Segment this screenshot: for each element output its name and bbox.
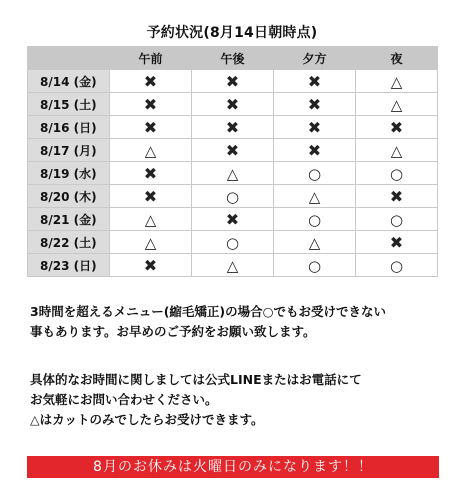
cross-icon: ✖ (225, 94, 240, 114)
triangle-icon: △ (390, 72, 403, 91)
status-cell-evening (274, 162, 356, 185)
status-cell-night (356, 116, 438, 139)
status-cell-morning (110, 254, 192, 277)
triangle-icon: △ (390, 95, 403, 114)
circle-icon: ○ (307, 210, 322, 229)
status-cell-evening (274, 116, 356, 139)
table-row (28, 208, 438, 231)
triangle-icon: △ (144, 141, 157, 160)
note-line: お気軽にお問い合わせください。 (30, 392, 218, 407)
header-corner (28, 47, 110, 70)
cross-icon: ✖ (389, 117, 404, 137)
status-cell-morning (110, 70, 192, 93)
status-cell-afternoon (192, 70, 274, 93)
cross-icon: ✖ (143, 186, 158, 206)
status-cell-morning (110, 208, 192, 231)
circle-icon: ○ (307, 164, 322, 183)
table-row (28, 185, 438, 208)
cross-icon: ✖ (307, 117, 322, 137)
circle-icon: ○ (389, 210, 404, 229)
cross-icon: ✖ (143, 255, 158, 275)
cross-icon: ✖ (225, 117, 240, 137)
date-cell: 8/19 (水) (28, 162, 110, 185)
status-cell-evening (274, 70, 356, 93)
table-row (28, 93, 438, 116)
status-cell-evening (274, 139, 356, 162)
status-cell-afternoon (192, 162, 274, 185)
status-cell-night (356, 139, 438, 162)
cross-icon: ✖ (307, 71, 322, 91)
cross-icon: ✖ (389, 186, 404, 206)
header-evening: 夕方 (274, 47, 356, 70)
status-cell-afternoon (192, 208, 274, 231)
status-cell-night (356, 231, 438, 254)
note-line: 具体的なお時間に関しましては公式LINEまたはお電話にて (30, 372, 362, 387)
triangle-icon: △ (226, 256, 239, 275)
circle-icon: ○ (389, 256, 404, 275)
cross-icon: ✖ (225, 209, 240, 229)
reservation-table (27, 46, 438, 277)
cross-icon: ✖ (143, 163, 158, 183)
table-row (28, 162, 438, 185)
triangle-icon: △ (144, 210, 157, 229)
status-cell-evening (274, 208, 356, 231)
circle-icon: ○ (389, 164, 404, 183)
status-cell-night (356, 93, 438, 116)
circle-icon: ○ (225, 187, 240, 206)
date-cell: 8/15 (土) (28, 93, 110, 116)
date-cell: 8/23 (日) (28, 254, 110, 277)
note-paragraph-1 (30, 302, 450, 342)
header-afternoon: 午後 (192, 47, 274, 70)
date-cell: 8/14 (金) (28, 70, 110, 93)
status-cell-afternoon (192, 139, 274, 162)
note-paragraph-2 (30, 370, 450, 430)
status-cell-morning (110, 231, 192, 254)
table-row (28, 139, 438, 162)
status-cell-night (356, 185, 438, 208)
status-cell-night (356, 162, 438, 185)
cross-icon: ✖ (307, 94, 322, 114)
header-morning: 午前 (110, 47, 192, 70)
status-cell-afternoon (192, 185, 274, 208)
status-cell-afternoon (192, 116, 274, 139)
status-cell-evening (274, 185, 356, 208)
table-row (28, 70, 438, 93)
status-cell-evening (274, 93, 356, 116)
table-header-row (28, 47, 438, 70)
date-cell: 8/20 (木) (28, 185, 110, 208)
triangle-icon: △ (390, 141, 403, 160)
status-cell-morning (110, 116, 192, 139)
cross-icon: ✖ (389, 232, 404, 252)
date-cell: 8/17 (月) (28, 139, 110, 162)
status-cell-morning (110, 162, 192, 185)
table-row (28, 254, 438, 277)
status-cell-evening (274, 254, 356, 277)
cross-icon: ✖ (143, 117, 158, 137)
triangle-icon: △ (308, 233, 321, 252)
note-line: 3時間を超えるメニュー(縮毛矯正)の場合○でもお受けできない (30, 304, 387, 319)
status-cell-morning (110, 185, 192, 208)
date-cell: 8/21 (金) (28, 208, 110, 231)
status-cell-morning (110, 93, 192, 116)
circle-icon: ○ (225, 233, 240, 252)
status-cell-night (356, 70, 438, 93)
date-cell: 8/22 (土) (28, 231, 110, 254)
cross-icon: ✖ (307, 140, 322, 160)
cross-icon: ✖ (225, 71, 240, 91)
cross-icon: ✖ (225, 140, 240, 160)
status-cell-evening (274, 231, 356, 254)
note-line: 事もあります。お早めのご予約をお願い致します。 (30, 324, 316, 339)
table-row (28, 116, 438, 139)
status-cell-afternoon (192, 231, 274, 254)
cross-icon: ✖ (143, 94, 158, 114)
status-cell-night (356, 208, 438, 231)
note-line: △はカットのみでしたらお受けできます。 (30, 412, 264, 427)
status-cell-afternoon (192, 254, 274, 277)
status-cell-night (356, 254, 438, 277)
table-row (28, 231, 438, 254)
holiday-banner: 8月のお休みは火曜日のみになります！！ (27, 456, 439, 478)
circle-icon: ○ (307, 256, 322, 275)
date-cell: 8/16 (日) (28, 116, 110, 139)
page-title: 予約状況(8月14日朝時点) (146, 25, 318, 41)
triangle-icon: △ (144, 233, 157, 252)
status-cell-afternoon (192, 93, 274, 116)
triangle-icon: △ (226, 164, 239, 183)
cross-icon: ✖ (143, 71, 158, 91)
triangle-icon: △ (308, 187, 321, 206)
status-cell-morning (110, 139, 192, 162)
header-night: 夜 (356, 47, 438, 70)
